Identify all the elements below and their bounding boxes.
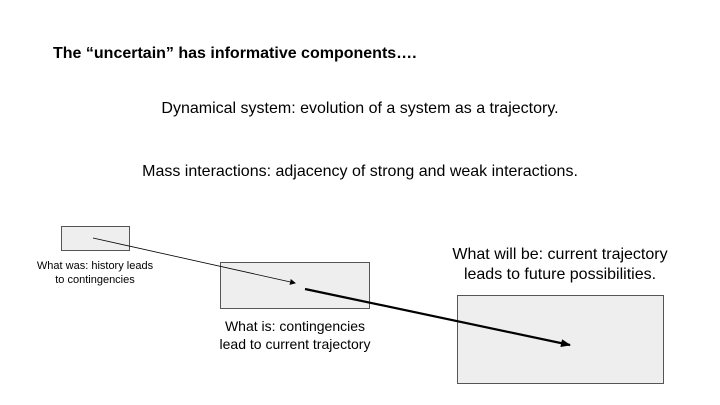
trajectory-arrow [305,289,570,345]
history-arrow [93,238,295,283]
mass-interactions-text: Mass interactions: adjacency of strong and weak interactions. [142,163,578,180]
what-is-caption-line-2: lead to current trajectory [219,335,371,352]
what-will-be-caption-line-1: What will be: current trajectory [452,246,668,263]
what-will-be-caption-line-2: leads to future possibilities. [463,266,657,283]
slide-title: The “uncertain” has informative components…. [53,45,417,62]
what-was-caption-line-2: to contingencies [55,273,135,286]
dynamical-system-text: Dynamical system: evolution of a system as a trajectory. [161,100,559,117]
what-is-caption-line-1: What is: contingencies [224,318,366,334]
what-was-caption-line-1: What was: history leads [36,260,154,272]
